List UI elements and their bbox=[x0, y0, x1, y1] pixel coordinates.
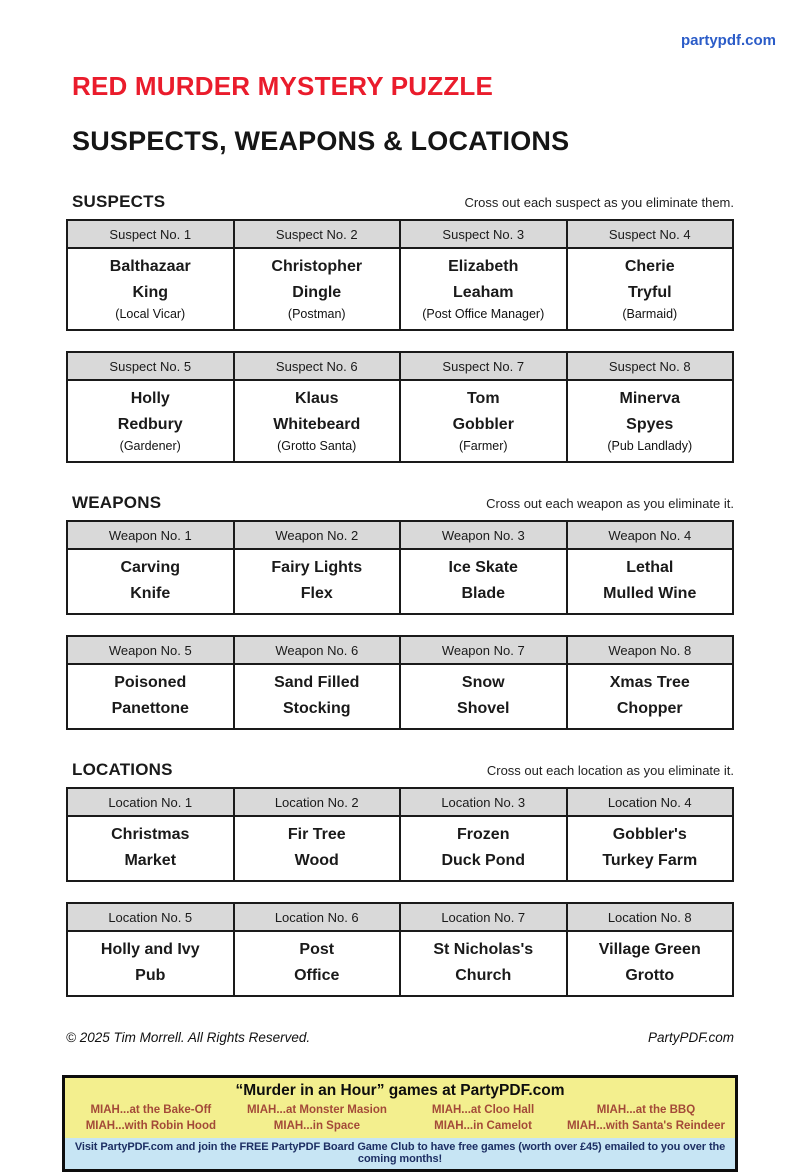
weapon-cell bbox=[567, 664, 734, 729]
weapon-name-line: Mulled Wine bbox=[603, 585, 697, 603]
location-name-line: Post bbox=[299, 941, 335, 959]
column-header: Location No. 1 bbox=[67, 788, 234, 816]
location-cell bbox=[400, 816, 567, 881]
location-name-line: Holly and Ivy bbox=[100, 941, 200, 959]
location-cell bbox=[67, 816, 234, 881]
banner-title: “Murder in an Hour” games at PartyPDF.com bbox=[235, 1082, 565, 1100]
location-cell bbox=[234, 931, 401, 996]
location-cell bbox=[567, 931, 734, 996]
weapon-name-line: Panettone bbox=[111, 700, 189, 718]
column-header: Location No. 7 bbox=[400, 903, 567, 931]
suspect-name-line: Holly bbox=[130, 390, 170, 408]
column-header: Weapon No. 5 bbox=[67, 636, 234, 664]
suspect-cell bbox=[567, 248, 734, 330]
locations-note: Cross out each location as you eliminate it. bbox=[486, 763, 734, 779]
location-name-line: St Nicholas's bbox=[433, 941, 534, 959]
suspect-name-line: King bbox=[132, 284, 169, 302]
location-name-line: Fir Tree bbox=[287, 826, 346, 844]
banner-club-strip: Visit PartyPDF.com and join the FREE PartyPDF Board Game Club to have free games (worth over £45) emailed to you over the coming months! bbox=[65, 1138, 735, 1169]
suspects-section-head bbox=[66, 192, 734, 212]
weapon-name-line: Blade bbox=[461, 585, 506, 603]
suspect-role: (Local Vicar) bbox=[115, 307, 186, 322]
weapon-name-line: Flex bbox=[300, 585, 333, 603]
weapons-table-1 bbox=[66, 520, 734, 615]
column-header: Location No. 8 bbox=[567, 903, 734, 931]
weapon-name-line: Shovel bbox=[457, 700, 510, 718]
suspect-name-line: Whitebeard bbox=[273, 416, 361, 434]
column-header: Location No. 5 bbox=[67, 903, 234, 931]
partypdf-site-link[interactable]: partypdf.com bbox=[680, 32, 776, 49]
page-subtitle: SUSPECTS, WEAPONS & LOCATIONS bbox=[72, 125, 570, 156]
column-header: Weapon No. 7 bbox=[400, 636, 567, 664]
suspect-role: (Grotto Santa) bbox=[277, 439, 357, 454]
weapon-cell bbox=[400, 549, 567, 614]
location-cell bbox=[234, 816, 401, 881]
location-name-line: Duck Pond bbox=[441, 852, 526, 870]
banner-game-item: MIAH...in Space bbox=[273, 1120, 361, 1133]
location-cell bbox=[67, 931, 234, 996]
column-header: Suspect No. 7 bbox=[400, 352, 567, 380]
column-header: Suspect No. 3 bbox=[400, 220, 567, 248]
page-title: RED MURDER MYSTERY PUZZLE bbox=[72, 71, 494, 101]
banner-game-item: MIAH...at the BBQ bbox=[596, 1104, 696, 1117]
column-header: Suspect No. 1 bbox=[67, 220, 234, 248]
suspect-name-line: Klaus bbox=[294, 390, 339, 408]
column-header: Suspect No. 4 bbox=[567, 220, 734, 248]
suspect-name-line: Leaham bbox=[453, 284, 514, 302]
weapon-cell bbox=[234, 549, 401, 614]
suspect-name-line: Elizabeth bbox=[448, 258, 519, 276]
column-header: Weapon No. 3 bbox=[400, 521, 567, 549]
suspects-note: Cross out each suspect as you eliminate them. bbox=[464, 195, 734, 211]
promo-banner bbox=[62, 1075, 738, 1172]
banner-game-item: MIAH...at the Bake-Off bbox=[90, 1104, 212, 1117]
column-header: Suspect No. 6 bbox=[234, 352, 401, 380]
weapon-cell bbox=[567, 549, 734, 614]
location-name-line: Village Green bbox=[598, 941, 701, 959]
column-header: Weapon No. 8 bbox=[567, 636, 734, 664]
suspect-name-line: Minerva bbox=[619, 390, 680, 408]
footer-site-text[interactable]: PartyPDF.com bbox=[647, 1030, 734, 1046]
banner-games-grid bbox=[65, 1102, 735, 1136]
weapon-name-line: Knife bbox=[130, 585, 171, 603]
weapons-section-head bbox=[66, 493, 734, 513]
suspect-role: (Pub Landlady) bbox=[607, 439, 693, 454]
copyright-text: © 2025 Tim Morrell. All Rights Reserved. bbox=[66, 1030, 311, 1046]
locations-heading: LOCATIONS bbox=[72, 760, 173, 780]
column-header: Suspect No. 2 bbox=[234, 220, 401, 248]
suspect-cell bbox=[234, 380, 401, 462]
suspect-role: (Post Office Manager) bbox=[422, 307, 545, 322]
weapons-heading: WEAPONS bbox=[72, 493, 162, 513]
suspects-table-2 bbox=[66, 351, 734, 463]
column-header: Location No. 3 bbox=[400, 788, 567, 816]
column-header: Weapon No. 6 bbox=[234, 636, 401, 664]
locations-table-2 bbox=[66, 902, 734, 997]
suspect-cell bbox=[400, 248, 567, 330]
suspect-role: (Farmer) bbox=[458, 439, 508, 454]
weapon-name-line: Xmas Tree bbox=[609, 674, 690, 692]
weapon-name-line: Poisoned bbox=[114, 674, 187, 692]
suspect-name-line: Redbury bbox=[117, 416, 183, 434]
column-header: Weapon No. 4 bbox=[567, 521, 734, 549]
weapons-table-2 bbox=[66, 635, 734, 730]
suspect-cell bbox=[67, 248, 234, 330]
suspect-name-line: Dingle bbox=[292, 284, 342, 302]
suspect-name-line: Christopher bbox=[271, 258, 363, 276]
weapon-cell bbox=[234, 664, 401, 729]
suspect-cell bbox=[567, 380, 734, 462]
suspect-name-line: Tom bbox=[466, 390, 500, 408]
suspect-role: (Postman) bbox=[287, 307, 346, 322]
weapon-name-line: Chopper bbox=[616, 700, 683, 718]
weapon-name-line: Fairy Lights bbox=[271, 559, 363, 577]
suspect-cell bbox=[234, 248, 401, 330]
locations-section-head bbox=[66, 760, 734, 780]
location-name-line: Grotto bbox=[625, 967, 675, 985]
weapon-cell bbox=[67, 549, 234, 614]
weapon-name-line: Sand Filled bbox=[274, 674, 360, 692]
weapon-name-line: Lethal bbox=[626, 559, 674, 577]
location-name-line: Market bbox=[124, 852, 177, 870]
location-name-line: Christmas bbox=[111, 826, 190, 844]
column-header: Location No. 4 bbox=[567, 788, 734, 816]
suspect-role: (Gardener) bbox=[119, 439, 181, 454]
location-cell bbox=[400, 931, 567, 996]
location-name-line: Turkey Farm bbox=[602, 852, 698, 870]
suspect-role: (Barmaid) bbox=[622, 307, 678, 322]
suspects-heading: SUSPECTS bbox=[72, 192, 166, 212]
location-name-line: Pub bbox=[135, 967, 166, 985]
location-name-line: Gobbler's bbox=[612, 826, 687, 844]
footer bbox=[66, 1030, 734, 1045]
locations-table-1 bbox=[66, 787, 734, 882]
column-header: Location No. 2 bbox=[234, 788, 401, 816]
banner-game-item: MIAH...with Santa's Reindeer bbox=[566, 1120, 725, 1133]
column-header: Suspect No. 5 bbox=[67, 352, 234, 380]
banner-game-item: MIAH...in Camelot bbox=[434, 1120, 532, 1133]
suspect-cell bbox=[400, 380, 567, 462]
weapon-name-line: Ice Skate bbox=[448, 559, 518, 577]
suspect-name-line: Spyes bbox=[626, 416, 674, 434]
location-name-line: Frozen bbox=[457, 826, 510, 844]
suspect-name-line: Cherie bbox=[624, 258, 675, 276]
suspect-name-line: Gobbler bbox=[452, 416, 514, 434]
location-name-line: Office bbox=[294, 967, 340, 985]
location-name-line: Church bbox=[455, 967, 512, 985]
weapon-cell bbox=[400, 664, 567, 729]
suspect-name-line: Tryful bbox=[627, 284, 672, 302]
banner-game-item: MIAH...at Cloo Hall bbox=[431, 1104, 535, 1117]
suspect-cell bbox=[67, 380, 234, 462]
banner-game-item: MIAH...with Robin Hood bbox=[85, 1120, 216, 1133]
weapon-name-line: Carving bbox=[120, 559, 181, 577]
column-header: Weapon No. 1 bbox=[67, 521, 234, 549]
location-cell bbox=[567, 816, 734, 881]
banner-game-item: MIAH...at Monster Masion bbox=[246, 1104, 387, 1117]
suspect-name-line: Balthazaar bbox=[109, 258, 191, 276]
suspects-table-1 bbox=[66, 219, 734, 331]
location-name-line: Wood bbox=[294, 852, 339, 870]
weapon-name-line: Snow bbox=[461, 674, 505, 692]
column-header: Weapon No. 2 bbox=[234, 521, 401, 549]
weapon-name-line: Stocking bbox=[282, 700, 351, 718]
weapons-note: Cross out each weapon as you eliminate it. bbox=[486, 496, 734, 512]
column-header: Suspect No. 8 bbox=[567, 352, 734, 380]
weapon-cell bbox=[67, 664, 234, 729]
column-header: Location No. 6 bbox=[234, 903, 401, 931]
